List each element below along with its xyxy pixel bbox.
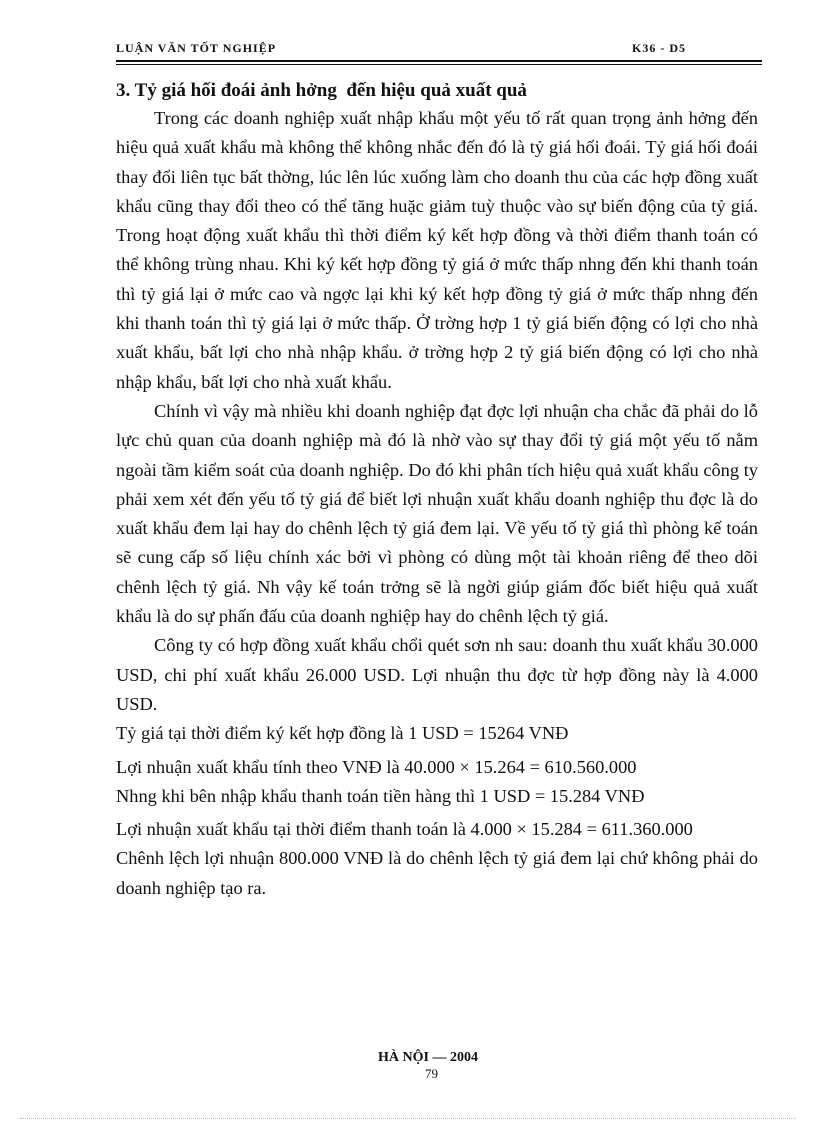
header-rule-thin (116, 64, 762, 65)
profit-at-signing-line: Lợi nhuận xuất khẩu tính theo VNĐ là 40.000 × 15.264 = 610.560.000 (116, 756, 637, 777)
page-number: 79 (425, 1066, 438, 1081)
exchange-rate-line: Tỷ giá tại thời điểm ký kết hợp đồng là 1 USD = 15264 VNĐ (116, 723, 569, 744)
footer-place-year: HÀ NỘI — 2004 (378, 1050, 478, 1065)
paragraph-2: Chính vì vậy mà nhiều khi doanh nghiệp đạt đợc lợi nhuận cha chắc đã phải do lỗ lực chủ quan của doanh nghiệp mà đó là nhờ vào sự thay đổi tỷ giá một yếu tố nằm ngoài tầm kiểm soát của doanh nghiệp. Do đó khi phân tích hiệu quả xuất khẩu công ty phải xem xét đến yếu tố tỷ giá để biết lợi nhuận xuất khẩu doanh nghiệp thu đợc là do xuất khẩu đem lại hay do chênh lệch tỷ giá đem lại. Về yếu tố tỷ giá thì phòng kế toán sẽ cung cấp số liệu chính xác bởi vì phòng có dùng một tài khoản riêng để theo dõi chênh lệch tỷ giá. Nh vậy kế toán trởng sẽ là ngời giúp giám đốc biết hiệu quả xuất khẩu là do sự phấn đấu của doanh nghiệp hay do chênh lệch tỷ giá. (116, 400, 758, 627)
paragraph-3: Công ty có hợp đồng xuất khẩu chổi quét sơn nh sau: doanh thu xuất khẩu 30.000 USD, chi phí xuất khẩu 26.000 USD. Lợi nhuận thu đợc từ hợp đồng này là 4.000 USD. (116, 635, 758, 714)
payment-rate-line: Nhng khi bên nhập khẩu thanh toán tiền hàng thì 1 USD = 15.284 VNĐ (116, 785, 645, 806)
section-heading: 3. Tỷ giá hối đoái ảnh hởng đến hiệu quả xuất quả (116, 80, 527, 101)
header-class-code: K36 - D5 (632, 41, 686, 55)
page-bottom-divider (20, 1118, 796, 1119)
header-title: LUẬN VĂN TỐT NGHIỆP (116, 41, 277, 55)
header-rule-thick (116, 60, 762, 62)
body-text (116, 104, 758, 903)
paragraph-1: Trong các doanh nghiệp xuất nhập khẩu một yếu tố rất quan trọng ảnh hởng đến hiệu quả xuất khẩu mà không thể không nhắc đến đó là tỷ giá hối đoái. Tỷ giá hối đoái thay đổi liên tục bất thờng, lúc lên lúc xuống làm cho doanh thu của các hợp đồng xuất khẩu cũng thay đổi theo có thể tăng huặc giảm tuỳ thuộc vào sự biến động của tỷ giá. Trong hoạt động xuất khẩu thì thời điểm ký kết hợp đồng và thời điểm thanh toán có thể không trùng nhau. Khi ký kết hợp đồng tỷ giá ở mức thấp nhng đến khi thanh toán thì tỷ giá lại ở mức cao và ngợc lại khi ký kết hợp đồng tỷ giá ở mức thấp nhng đến khi thanh toán thì tỷ giá lại ở mức thấp. Ở trờng hợp 1 tỷ giá biến động có lợi cho nhà xuất khẩu, bất lợi cho nhà nhập khẩu. ở trờng hợp 2 tỷ giá biến động có lợi cho nhà nhập khẩu, bất lợi cho nhà xuất khẩu. (116, 108, 758, 392)
profit-at-payment-line: Lợi nhuận xuất khẩu tại thời điểm thanh toán là 4.000 × 15.284 = 611.360.000 (116, 819, 693, 840)
running-header (116, 35, 756, 61)
difference-line: Chênh lệch lợi nhuận 800.000 VNĐ là do chênh lệch tỷ giá đem lại chứ không phải do doanh nghiệp tạo ra. (116, 848, 758, 898)
